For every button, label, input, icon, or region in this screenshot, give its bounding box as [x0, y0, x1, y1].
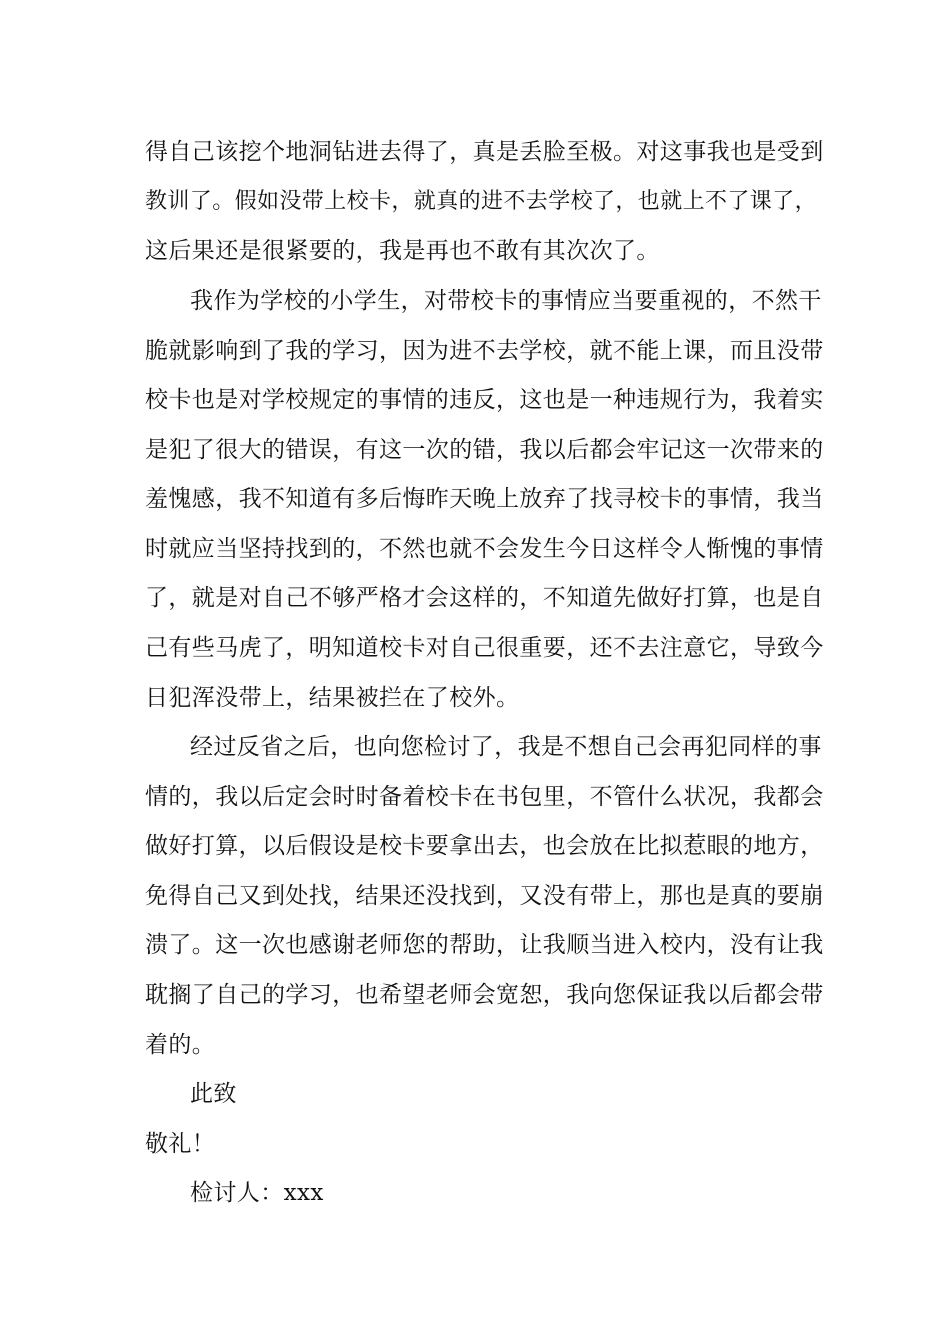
body-text-line: 时就应当坚持找到的，不然也就不会发生今日这样令人惭愧的事情 — [145, 536, 824, 562]
body-text-line: 日犯浑没带上，结果被拦在了校外。 — [145, 685, 520, 711]
body-text-line: 经过反省之后，也向您检讨了，我是不想自己会再犯同样的事 — [190, 734, 822, 760]
closing-text: 此致 — [190, 1081, 237, 1107]
body-text-line: 免得自己又到处找，结果还没找到，又没有带上，那也是真的要崩 — [145, 883, 824, 909]
body-text-line: 得自己该挖个地洞钻进去得了，真是丢脸至极。对这事我也是受到 — [145, 139, 824, 165]
body-text-line: 是犯了很大的错误，有这一次的错，我以后都会牢记这一次带来的 — [145, 437, 824, 463]
body-text-line: 做好打算，以后假设是校卡要拿出去，也会放在比拟惹眼的地方， — [145, 833, 824, 859]
body-text-line: 教训了。假如没带上校卡，就真的进不去学校了，也就上不了课了， — [145, 189, 818, 214]
body-text-line: 己有些马虎了，明知道校卡对自己很重要，还不去注意它，导致今 — [145, 635, 824, 661]
body-text-line: 我作为学校的小学生，对带校卡的事情应当要重视的，不然干 — [190, 288, 822, 314]
body-text-line: 情的，我以后定会时时备着校卡在书包里，不管什么状况，我都会 — [145, 784, 824, 810]
body-text-line: 校卡也是对学校规定的事情的违反，这也是一种违规行为，我着实 — [145, 387, 824, 413]
body-text-line: 着的。 — [145, 1032, 216, 1058]
body-text-line: 了，就是对自己不够严格才会这样的，不知道先做好打算，也是自 — [145, 585, 824, 611]
salute-text: 敬礼！ — [145, 1131, 216, 1157]
signature-text: 检讨人：xxx — [190, 1180, 324, 1206]
body-text-line: 脆就影响到了我的学习，因为进不去学校，就不能上课，而且没带 — [145, 338, 824, 364]
body-text-line: 羞愧感，我不知道有多后悔昨天晚上放弃了找寻校卡的事情，我当 — [145, 486, 824, 512]
body-text-line: 溃了。这一次也感谢老师您的帮助，让我顺当进入校内，没有让我 — [145, 932, 824, 958]
body-text-line: 这后果还是很紧要的，我是再也不敢有其次次了。 — [145, 238, 660, 264]
body-text-line: 耽搁了自己的学习，也希望老师会宽恕，我向您保证我以后都会带 — [145, 982, 824, 1008]
